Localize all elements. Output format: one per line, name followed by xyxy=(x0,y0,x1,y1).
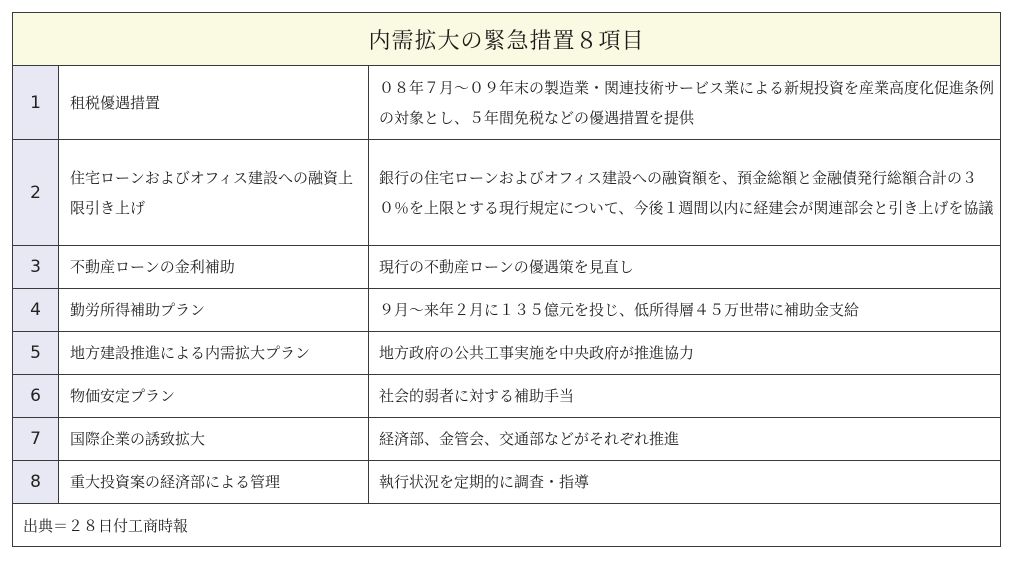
measure-name: 重大投資案の経済部による管理 xyxy=(59,461,369,504)
row-number: 2 xyxy=(13,140,59,246)
table-title-row xyxy=(13,13,1001,66)
row-number: 4 xyxy=(13,289,59,332)
source-note: 出典＝２８日付工商時報 xyxy=(13,504,1001,547)
measure-description: 執行状況を定期的に調査・指導 xyxy=(369,461,1001,504)
table-row xyxy=(13,332,1001,375)
row-number: 5 xyxy=(13,332,59,375)
table-row xyxy=(13,289,1001,332)
measure-description: 現行の不動産ローンの優遇策を見直し xyxy=(369,246,1001,289)
row-number: 8 xyxy=(13,461,59,504)
measure-description: ９月～来年２月に１３５億元を投じ、低所得層４５万世帯に補助金支給 xyxy=(369,289,1001,332)
measures-table xyxy=(12,12,1001,547)
measure-description: 社会的弱者に対する補助手当 xyxy=(369,375,1001,418)
table-source-row xyxy=(13,504,1001,547)
measure-name: 物価安定プラン xyxy=(59,375,369,418)
measure-name: 国際企業の誘致拡大 xyxy=(59,418,369,461)
measure-description: ０８年７月～０９年末の製造業・関連技術サービス業による新規投資を産業高度化促進条例の対象とし、５年間免税などの優遇措置を提供 xyxy=(369,66,1001,140)
row-number: 3 xyxy=(13,246,59,289)
measure-name: 地方建設推進による内需拡大プラン xyxy=(59,332,369,375)
table-row xyxy=(13,375,1001,418)
measure-name: 住宅ローンおよびオフィス建設への融資上限引き上げ xyxy=(59,140,369,246)
measure-description: 地方政府の公共工事実施を中央政府が推進協力 xyxy=(369,332,1001,375)
table-row xyxy=(13,246,1001,289)
table-row xyxy=(13,66,1001,140)
measure-description: 経済部、金管会、交通部などがそれぞれ推進 xyxy=(369,418,1001,461)
measure-name: 不動産ローンの金利補助 xyxy=(59,246,369,289)
row-number: 1 xyxy=(13,66,59,140)
row-number: 6 xyxy=(13,375,59,418)
row-number: 7 xyxy=(13,418,59,461)
table-row xyxy=(13,140,1001,246)
table-row xyxy=(13,418,1001,461)
measure-description: 銀行の住宅ローンおよびオフィス建設への融資額を、預金総額と金融債発行総額合計の３０％を上限とする現行規定について、今後１週間以内に経建会が関連部会と引き上げを協議 xyxy=(369,140,1001,246)
table-title: 内需拡大の緊急措置８項目 xyxy=(13,13,1001,66)
measure-name: 勤労所得補助プラン xyxy=(59,289,369,332)
table-row xyxy=(13,461,1001,504)
measure-name: 租税優遇措置 xyxy=(59,66,369,140)
measures-table-container xyxy=(12,12,1001,547)
